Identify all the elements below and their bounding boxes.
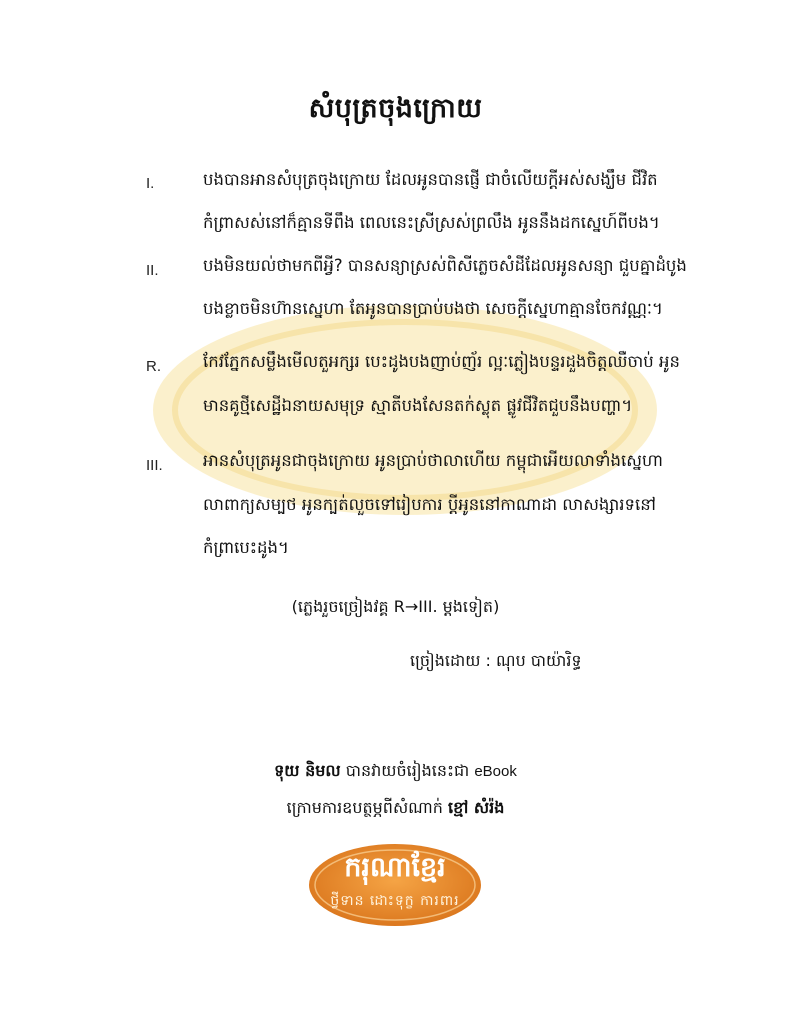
verse-3-line-2: លាពាក្យសម្បថ អូនក្បត់លួចទៅរៀបការ ប្ដីអូននៅកាណាដា លាសង្សារទនៅ [203,495,656,514]
typist-text: បានវាយចំរៀងនេះជា [345,761,470,780]
verse-3-line-1: អានសំបុត្រអូនជាចុងក្រោយ អូនប្រាប់ថាលាហើយ កម្ពុជាអើយលាទាំងស្នេហា [203,451,663,470]
verse-2-line-2: បងខ្លាចមិនហ៊ានស្នេហា តែអូនបានប្រាប់បងថា សេចក្ដីស្នេហាគ្មានចែកវណ្ណៈ។ [203,299,663,318]
page-title: សំបុត្រចុងក្រោយ [308,93,483,124]
verse-1-marker: I. [146,175,155,192]
verse-1-line-1: បងបានអានសំបុត្រចុងក្រោយ ដែលអូនបានផ្ញើ ជាចំលើយក្ដីអស់សង្ឃឹម ជីវិត [203,170,658,189]
refrain-line-1: កែវភ្នែកសម្លឹងមើលតួអក្សរ បេះដូងបងញាប់ញ័រ ល្អៈភ្លៀងបន្ទរដួងចិត្តឈឺចាប់ អូន [203,352,680,371]
typist-credit [0,760,791,784]
singer-credit: ច្រៀងដោយ : ណុប បាយ៉ារិទ្ធ [410,651,582,670]
verse-3-line-3: កំព្រាបេះដូង។ [203,538,289,557]
typist-name: ទុយ និមល [274,761,341,780]
refrain-line-2: មានគូថ្មីសេដ្ឋីឯនាយសមុទ្រ ស្មាតីបងសែនតក់ស្លុត ផ្លូវជីវិតជួបនឹងបញ្ហា។ [203,396,633,415]
verse-2-marker: II. [146,262,159,279]
sponsor-credit [0,797,791,821]
repeat-note: (ភ្លេងរួចច្រៀងវគ្គ R→III. ម្ដងទៀត) [291,597,500,616]
ebook-label: eBook [474,763,517,780]
verse-3-marker: III. [146,457,163,474]
verse-1-line-2: កំព្រាសស់នៅក៏គ្មានទីពឹង ពេលនេះស្រីស្រស់ព្រលឹង អូននឹងដកស្នេហ៍ពីបង។ [203,213,660,232]
karuna-khmer-logo [308,843,482,927]
logo-main-text: ករុណាខ្មែរ [344,852,446,883]
refrain-marker: R. [146,358,161,375]
logo-sub-text: ថ្វីទាន ដោះទុក្ខ ការពារ [330,893,460,909]
sponsor-text: ក្រោមការឧបត្ថម្ភពីសំណាក់ [286,798,443,817]
verse-2-line-1: បងមិនយល់ថាមកពីអ្វី? បានសន្យាស្រស់ពិសីភ្លេចសំដីដែលអូនសន្យា ជួបគ្នាដំបូង [203,256,687,275]
sponsor-name: ខ្មៅ សំរ៉ង [448,798,505,817]
